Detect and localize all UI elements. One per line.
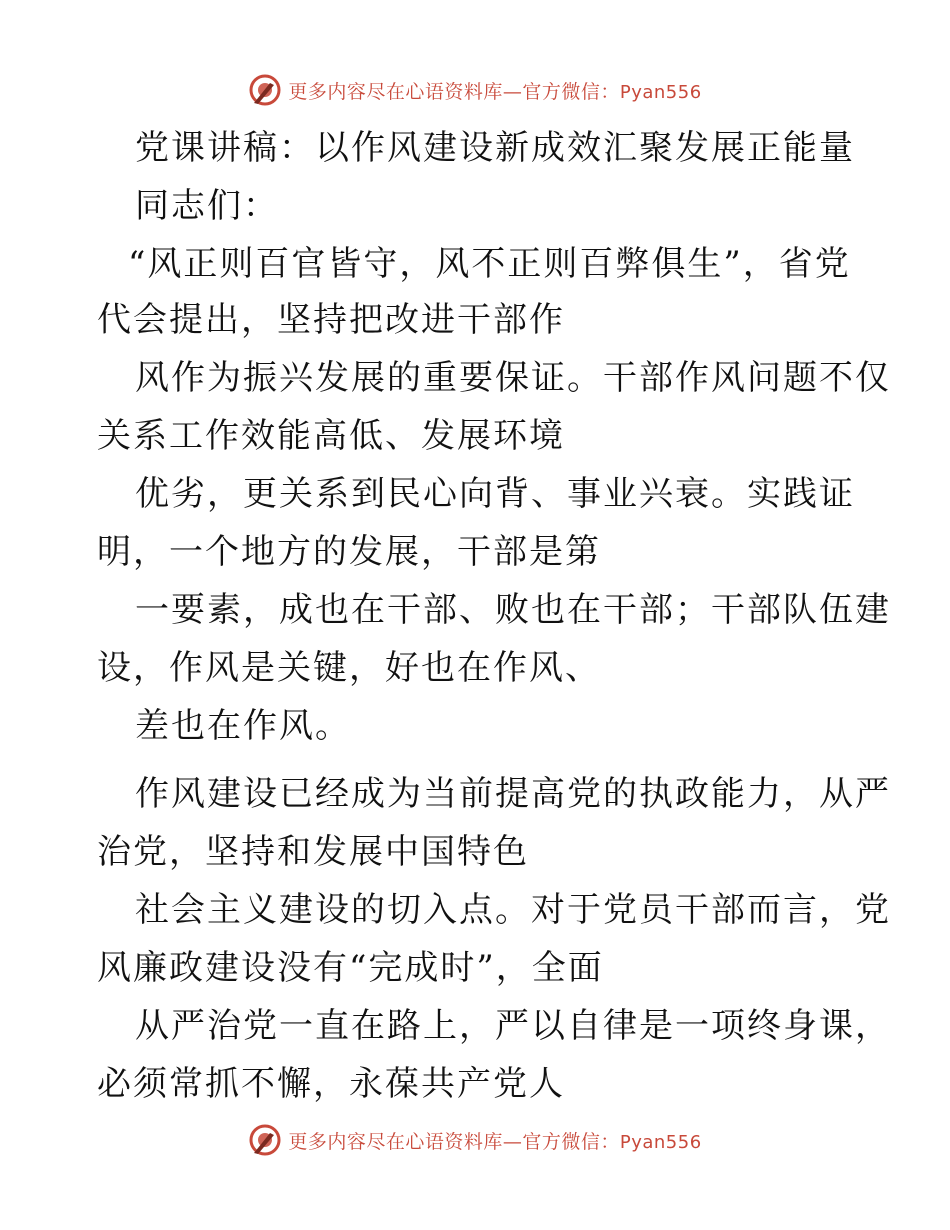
document-title: 党课讲稿：以作风建设新成效汇聚发展正能量 (135, 128, 855, 168)
paragraph-line: 差也在作风。 (135, 706, 351, 746)
watermark-handle: Pyan556 (619, 81, 702, 103)
paragraph-line: 从严治党一直在路上，严以自律是一项终身课， (135, 1006, 891, 1046)
watermark-text: 更多内容尽在心语资料库—官方微信：Pyan556 (288, 80, 702, 103)
paragraph-line: 风廉政建设没有“完成时”，全面 (97, 948, 604, 988)
paragraph-line: “风正则百官皆守，风不正则百弊俱生”，省党 (128, 244, 851, 284)
watermark-handle: Pyan556 (619, 1131, 702, 1153)
paragraph-line: 治党，坚持和发展中国特色 (97, 832, 529, 872)
paragraph-line: 社会主义建设的切入点。对于党员干部而言，党 (135, 890, 891, 930)
paragraph-line: 设，作风是关键，好也在作风、 (97, 648, 601, 688)
salutation: 同志们： (135, 186, 279, 226)
paragraph-line: 一要素，成也在干部、败也在干部；干部队伍建 (135, 590, 891, 630)
footer-watermark (0, 1120, 950, 1160)
paragraph-line: 作风建设已经成为当前提高党的执政能力，从严 (135, 774, 891, 814)
paragraph-line: 必须常抓不懈，永葆共产党人 (97, 1064, 565, 1104)
header-watermark (0, 70, 950, 110)
watermark-text: 更多内容尽在心语资料库—官方微信：Pyan556 (288, 1130, 702, 1153)
paragraph-line: 关系工作效能高低、发展环境 (97, 416, 565, 456)
pen-logo-icon (248, 73, 282, 107)
paragraph-line: 代会提出，坚持把改进干部作 (97, 300, 565, 340)
paragraph-line: 明，一个地方的发展，干部是第 (97, 532, 601, 572)
paragraph-line: 优劣，更关系到民心向背、事业兴衰。实践证 (135, 474, 855, 514)
paragraph-line: 风作为振兴发展的重要保证。干部作风问题不仅 (135, 358, 891, 398)
pen-logo-icon (248, 1123, 282, 1157)
